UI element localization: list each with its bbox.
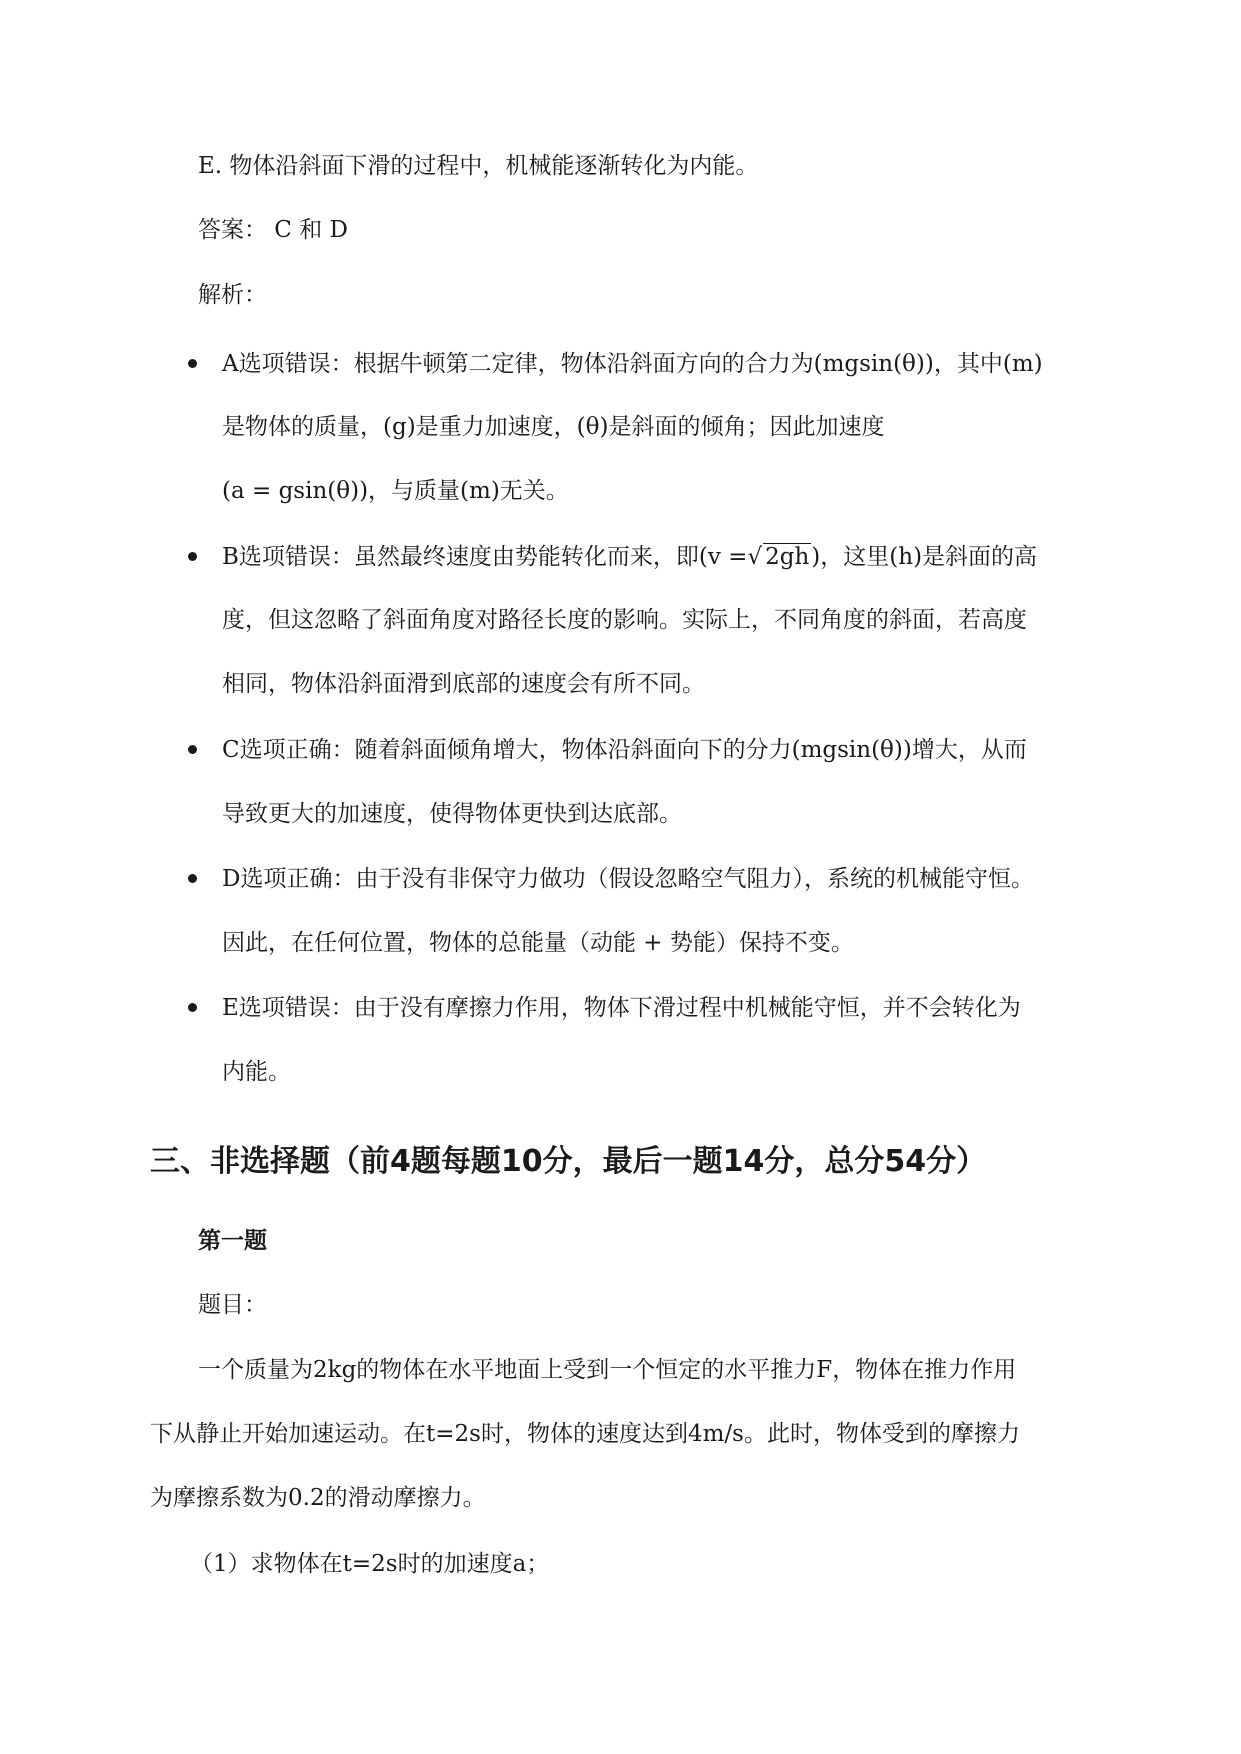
bullet-c-dot: [188, 745, 197, 754]
bullet-b-text-pre: B选项错误：虽然最终速度由势能转化而来，即: [222, 544, 699, 570]
bullet-e-line1: E选项错误：由于没有摩擦力作用，物体下滑过程中机械能守恒，并不会转化为: [222, 995, 1021, 1021]
bullet-d-line1: D选项正确：由于没有非保守力做功（假设忽略空气阻力），系统的机械能守恒。: [222, 866, 1034, 892]
bullet-a-dot: [188, 359, 197, 368]
bullet-c-line2: 导致更大的加速度，使得物体更快到达底部。: [222, 801, 682, 827]
bullet-b-line1: [222, 542, 1037, 572]
bullet-b-line2: 度，但这忽略了斜面角度对路径长度的影响。实际上，不同角度的斜面，若高度: [222, 607, 1027, 633]
bullet-d-line2: 因此，在任何位置，物体的总能量（动能 + 势能）保持不变。: [222, 930, 854, 956]
analysis-label: 解析：: [198, 282, 267, 308]
bullet-e-dot: [188, 1003, 197, 1012]
question-body-line1: 一个质量为2kg的物体在水平地面上受到一个恒定的水平推力F，物体在推力作用: [198, 1357, 1017, 1383]
question-part1: （1）求物体在t=2s时的加速度a；: [190, 1551, 550, 1577]
answer: 答案： C 和 D: [198, 217, 348, 243]
bullet-b-dot: [188, 552, 197, 561]
question-body-line3: 为摩擦系数为0.2的滑动摩擦力。: [150, 1485, 486, 1511]
bullet-a-line3: (a = gsin(θ))，与质量(m)无关。: [222, 478, 569, 504]
bullet-d-dot: [188, 874, 197, 883]
bullet-a-line2: 是物体的质量，(g)是重力加速度，(θ)是斜面的倾角；因此加速度: [222, 414, 885, 440]
question-body-line2: 下从静止开始加速运动。在t=2s时，物体的速度达到4m/s。此时，物体受到的摩擦力: [150, 1421, 1020, 1447]
question-title: 第一题: [198, 1228, 267, 1254]
formula-sqrt: 2gh: [765, 544, 810, 570]
option-e: E. 物体沿斜面下滑的过程中，机械能逐渐转化为内能。: [198, 153, 759, 179]
bullet-e-line2: 内能。: [222, 1059, 291, 1085]
formula-right: ): [811, 544, 821, 570]
bullet-c-line1: C选项正确：随着斜面倾角增大，物体沿斜面向下的分力(mgsin(θ))增大，从而: [222, 737, 1027, 763]
bullet-a-line1: A选项错误：根据牛顿第二定律，物体沿斜面方向的合力为(mgsin(θ))，其中(m): [222, 351, 1043, 377]
bullet-b-line3: 相同，物体沿斜面滑到底部的速度会有所不同。: [222, 671, 705, 697]
section-heading: 三、非选择题（前4题每题10分，最后一题14分，总分54分）: [150, 1144, 987, 1179]
formula-left: (v =: [698, 544, 748, 570]
bullet-b-text-post: ，这里(h)是斜面的高: [820, 544, 1038, 570]
velocity-formula: (v =√ 2gh): [698, 544, 821, 570]
question-label: 题目：: [198, 1292, 267, 1318]
